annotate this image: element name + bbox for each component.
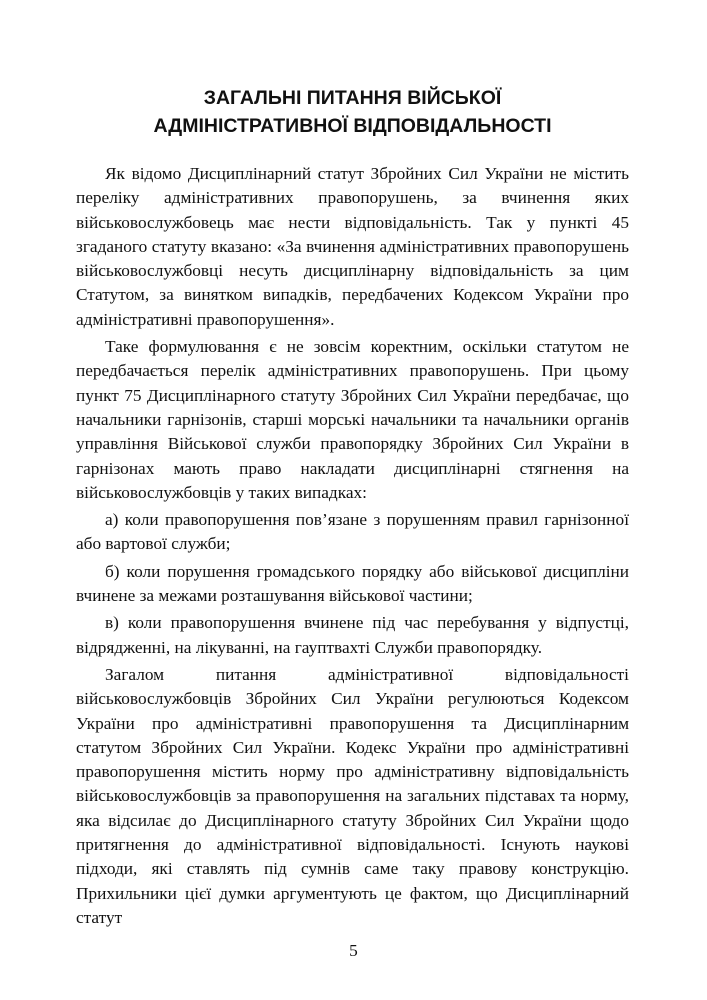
paragraph-3: Загалом питання адміністративної відповідальності військовослужбовців Збройних Сил України регулюються Кодексом України про адміністративні правопорушення та Дисциплінарним статутом Збройних Сил України. Кодекс України про адміністративні правопорушення містить норму про адміністративну відповідальність військовослужбовців за правопорушення на загальних підставах та норму, яка відсилає до Дисциплінарного статуту Збройних Сил України щодо притягнення до адміністративної відповідальності. Існують наукові підходи, які ставлять під сумнів саме таку правову конструкцію. Прихильники цієї думки аргументують це фактом, що Дисциплінарний статут [76, 664, 629, 927]
list-item-c: в) коли правопорушення вчинене під час перебування у відпустці, відрядженні, на лікуванні, на гауптвахті Служби правопорядку. [76, 613, 629, 657]
title-line-1: ЗАГАЛЬНІ ПИТАННЯ ВІЙСЬКОЇ [203, 87, 502, 109]
list-item-b: б) коли порушення громадського порядку або військової дисципліни вчинене за межами розташування військової частини; [76, 561, 629, 606]
title-line-2: АДМІНІСТРАТИВНОЇ ВІДПОВІДАЛЬНОСТІ [153, 115, 552, 137]
list-item-a: а) коли правопорушення пов’язане з порушенням правил гарнізонної або вартової служби; [76, 510, 629, 554]
body-text [76, 162, 629, 930]
page-title [76, 84, 629, 140]
paragraph-2: Таке формулювання є не зовсім коректним, оскільки статутом не передбачається перелік адміністративних правопорушень. При цьому пункт 75 Дисциплінарного статуту Збройних Сил України передбачає, що начальники гарнізонів, старші морські начальники та начальники органів управління Військової служби правопорядку Збройних Сил України в гарнізонах мають право накладати дисциплінарні стягнення на військовослужбовців у таких випадках: [76, 337, 629, 502]
paragraph-1: Як відомо Дисциплінарний статут Збройних Сил України не містить переліку адміністративних правопорушень, за вчинення яких військовослужбовець має нести відповідальність. Так у пункті 45 згаданого статуту вказано: «За вчинення адміністративних правопорушень військовослужбовці несуть дисциплінарну відповідальність за цим Статутом, за винятком випадків, передбачених Кодексом України про адміністративні правопорушення». [76, 164, 629, 329]
page-number: 5 [349, 941, 358, 960]
